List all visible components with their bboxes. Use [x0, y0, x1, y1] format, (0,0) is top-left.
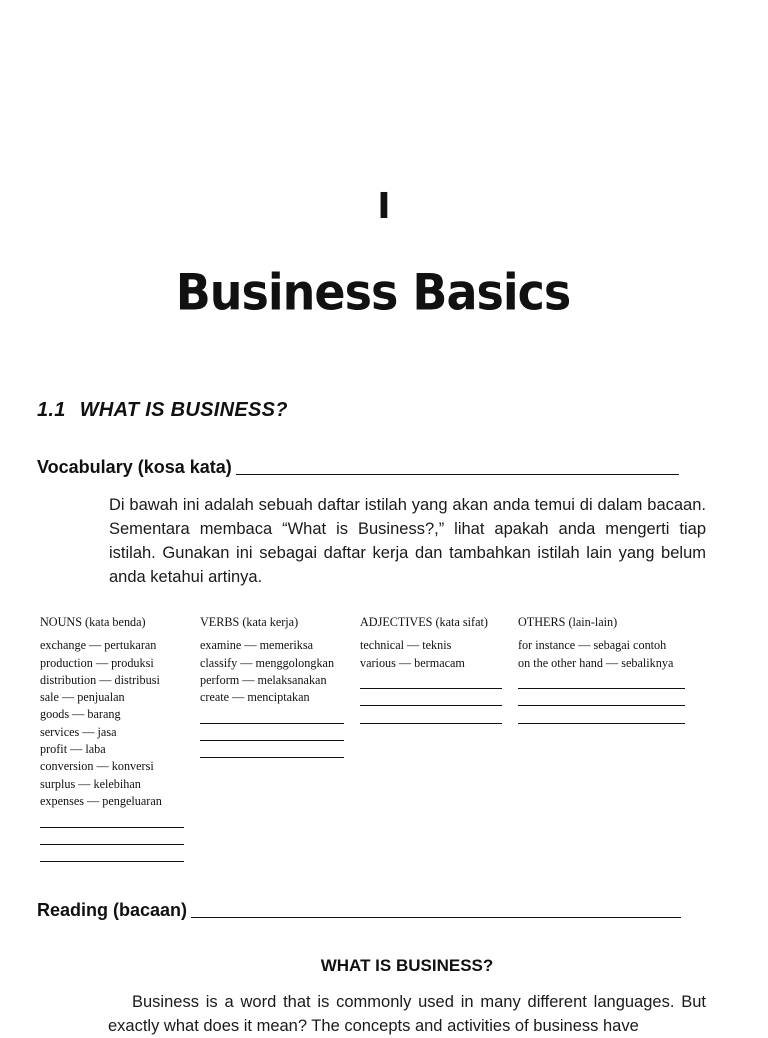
vocab-term: distribution — distribusi: [40, 672, 160, 687]
blank-line: [200, 724, 344, 741]
others-header: OTHERS (lain-lain): [518, 615, 618, 629]
reading-heading: [37, 898, 681, 922]
vocab-term: create — menciptakan: [200, 690, 310, 705]
blank-line: [518, 706, 685, 723]
verbs-header: VERBS (kata kerja): [200, 615, 299, 629]
vocab-term: conversion — konversi: [40, 759, 154, 774]
blank-line: [40, 845, 184, 862]
reading-heading-label: Reading (bacaan): [37, 900, 188, 920]
section-heading: [37, 396, 288, 424]
others-column: [518, 614, 685, 724]
blank-line: [360, 706, 502, 723]
blank-line: [360, 689, 502, 706]
blank-line: [518, 689, 685, 706]
adjectives-header: ADJECTIVES (kata sifat): [360, 615, 488, 629]
vocab-term: expenses — pengeluaran: [40, 793, 162, 808]
vocab-term: production — produksi: [40, 655, 154, 670]
vocab-term: exchange — pertukaran: [40, 638, 157, 653]
vocab-term: goods — barang: [40, 707, 121, 722]
blank-line: [360, 672, 502, 689]
reading-title: WHAT IS BUSINESS?: [320, 956, 494, 975]
blank-line: [200, 706, 344, 723]
vocab-term: services — jasa: [40, 724, 117, 739]
adjectives-column: [360, 614, 502, 724]
blank-line: [40, 828, 184, 845]
vocab-term: technical — teknis: [360, 638, 452, 653]
section-title: WHAT IS BUSINESS?: [79, 399, 288, 421]
vocab-term: sale — penjualan: [40, 690, 125, 705]
chapter-title: Business Basics: [175, 262, 571, 322]
vocabulary-intro: Di bawah ini adalah sebuah daftar istilah yang akan anda temui di dalam bacaan. Sementara membaca “What is Business?,” lihat apakah anda mengerti tiap istilah. Gunakan ini sebagai daftar kerja dan tambahkan istilah lain yang belum anda ketahui artinya.: [109, 496, 706, 586]
verbs-column: [200, 614, 344, 758]
vocab-term: on the other hand — sebaliknya: [518, 655, 674, 670]
vocab-term: various — bermacam: [360, 655, 465, 670]
vocabulary-heading: [37, 455, 679, 479]
vocab-term: profit — laba: [40, 742, 106, 757]
heading-rule: [191, 917, 681, 918]
blank-line: [200, 741, 344, 758]
vocab-term: for instance — sebagai contoh: [518, 638, 667, 653]
chapter-number: I: [377, 186, 391, 227]
vocabulary-heading-label: Vocabulary (kosa kata): [37, 457, 232, 477]
blank-line: [40, 810, 184, 827]
blank-line: [518, 672, 685, 689]
nouns-header: NOUNS (kata benda): [40, 615, 146, 629]
vocab-term: examine — memeriksa: [200, 638, 314, 653]
heading-rule: [236, 474, 679, 475]
reading-body: Business is a word that is commonly used in many different languages. But exactly what does it mean? The concepts and activities of business have: [108, 993, 706, 1035]
nouns-column: [40, 614, 184, 862]
vocab-term: surplus — kelebihan: [40, 776, 141, 791]
vocab-term: classify — menggolongkan: [200, 655, 335, 670]
section-number: 1.1: [37, 399, 66, 421]
vocab-term: perform — melaksanakan: [200, 672, 327, 687]
